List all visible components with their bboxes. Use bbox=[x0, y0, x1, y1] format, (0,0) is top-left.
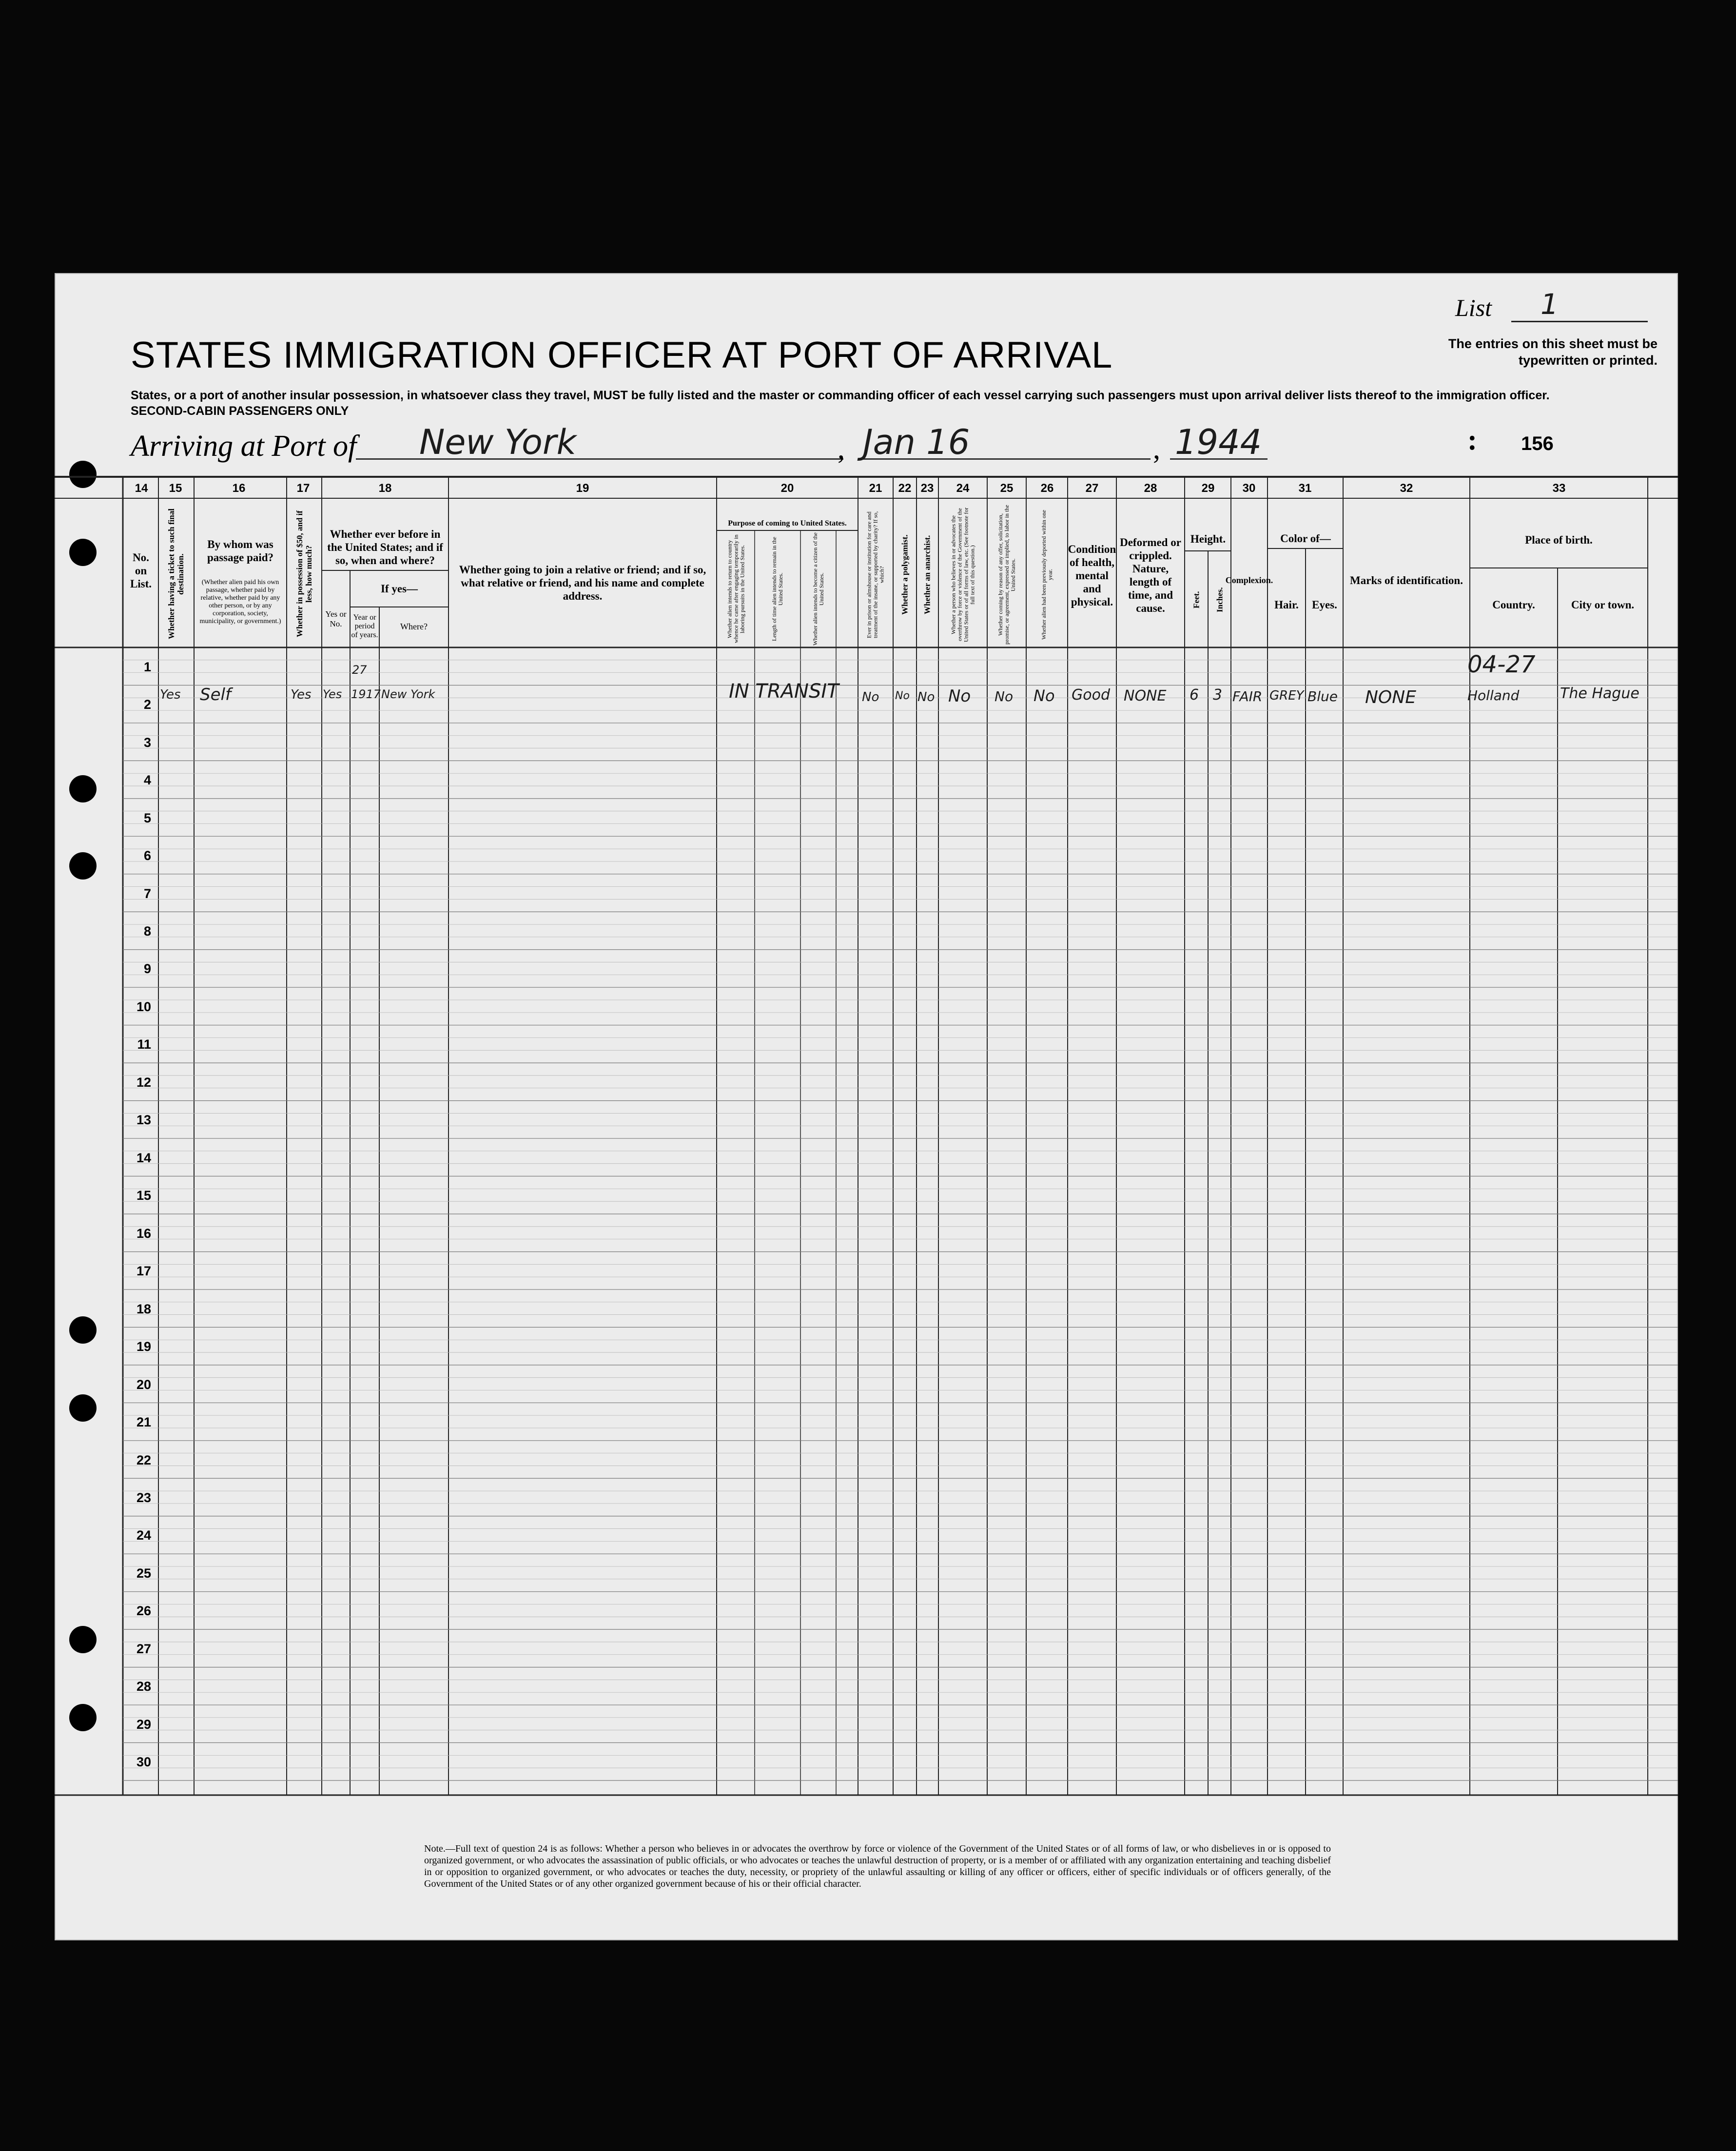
entry-where: New York bbox=[381, 687, 435, 701]
header-if-yes: If yes— bbox=[380, 583, 418, 595]
entry-deformed: NONE bbox=[1124, 687, 1167, 704]
list-label: List bbox=[1455, 294, 1492, 321]
header-height: Height. bbox=[1190, 532, 1226, 545]
header-health: Condition of health, mental and physical. bbox=[1068, 543, 1116, 608]
entry-ever-before: Yes bbox=[323, 687, 342, 701]
header-inches: Inches. bbox=[1215, 587, 1225, 612]
header-prison: Ever in prison or almshouse or institution for care and treatment of the insane, or supported by charity? If so, which? bbox=[865, 511, 885, 639]
entry-coming-reason: No bbox=[995, 688, 1014, 704]
column-number: 21 bbox=[869, 482, 882, 495]
header-purpose-length: Length of time alien intends to remain in the United States. bbox=[771, 537, 784, 641]
footnote: Note.—Full text of question 24 is as follows: Whether a person who believes in or advocates the overthrow by force or violence of the Government of the United States or of all forms of law, or who disbelieves in or is opposed to organized government, or who advocates the assassination of public officials, or who advocates or teaches the unlawful destruction of property, or is a member of or affiliated with any organization entertaining and teaching disbelief in or opposition to organized government, or who advocates or teaches the duty, necessity, or propriety of the unlawful assaulting or killing of any officer or officers, either of specific individuals or of officers generally, of the Government of the United States or of any other organized government because of his or their official character. bbox=[424, 1843, 1331, 1889]
row-number: 10 bbox=[136, 999, 151, 1014]
row-number: 14 bbox=[136, 1150, 151, 1165]
row-number: 26 bbox=[136, 1603, 151, 1619]
separator: , bbox=[838, 432, 845, 465]
entry-passage: Self bbox=[200, 685, 231, 704]
row-lines bbox=[123, 660, 1678, 1780]
column-number: 29 bbox=[1201, 482, 1215, 495]
entry-deported: No bbox=[1034, 686, 1055, 705]
header-purpose: Purpose of coming to United States. bbox=[728, 519, 847, 528]
row-number: 7 bbox=[143, 886, 151, 901]
entry-overthrow: No bbox=[948, 686, 971, 706]
row-number: 24 bbox=[136, 1528, 151, 1543]
header-passage: By whom was passage paid? bbox=[207, 538, 274, 564]
header-anarchist: Whether an anarchist. bbox=[922, 535, 932, 615]
header-polygamist: Whether a polygamist. bbox=[900, 534, 910, 615]
header-coming-reason: Whether coming by reason of any offer, solicitation, promise, or agreement, expressed or implied, to labor in the United States. bbox=[997, 505, 1016, 645]
header-ever-before: Whether ever before in the United States; and if so, when and where? bbox=[327, 528, 443, 567]
entry-feet: 6 bbox=[1190, 686, 1199, 704]
port-value: New York bbox=[419, 422, 577, 462]
row-number: 16 bbox=[136, 1226, 151, 1241]
entry-anarchist: No bbox=[917, 690, 935, 704]
column-number: 19 bbox=[576, 482, 589, 495]
row-number: 8 bbox=[143, 924, 151, 939]
grid-lines bbox=[55, 477, 1678, 1795]
entry-polygamist: No bbox=[895, 690, 910, 702]
row-number: 18 bbox=[136, 1301, 151, 1316]
row-number: 23 bbox=[136, 1490, 151, 1505]
header-city: City or town. bbox=[1571, 598, 1635, 611]
entry-marks: NONE bbox=[1365, 687, 1416, 707]
column-number: 31 bbox=[1298, 482, 1312, 495]
column-number: 23 bbox=[920, 482, 934, 495]
row-number: 15 bbox=[136, 1188, 151, 1203]
header-where: Where? bbox=[400, 622, 428, 631]
header-deformed: Deformed or crippled. Nature, length of time, and cause. bbox=[1120, 536, 1181, 614]
row-number: 2 bbox=[143, 697, 151, 712]
entry-purpose: IN TRANSIT bbox=[729, 680, 839, 703]
entry-year: 1917 bbox=[351, 687, 381, 701]
header-no-on-list: No. on List. bbox=[130, 551, 152, 590]
subtitle-line: SECOND-CABIN PASSENGERS ONLY bbox=[131, 404, 349, 418]
row-number: 22 bbox=[136, 1452, 151, 1467]
column-number: 16 bbox=[232, 482, 246, 495]
column-number: 17 bbox=[296, 482, 310, 495]
row-number: 1 bbox=[143, 659, 151, 674]
row-number: 17 bbox=[136, 1264, 151, 1279]
column-number: 22 bbox=[898, 482, 912, 495]
header-country: Country. bbox=[1492, 598, 1535, 611]
sheet-number: 156 bbox=[1521, 433, 1554, 454]
row-number: 28 bbox=[136, 1679, 151, 1694]
row-number: 3 bbox=[143, 735, 151, 750]
header-deported: Whether alien had been previously deported within one year. bbox=[1040, 509, 1053, 640]
entry-ticket: Yes bbox=[160, 687, 181, 702]
column-number: 18 bbox=[378, 482, 392, 495]
header-place-of-birth: Place of birth. bbox=[1525, 534, 1593, 546]
entry-inches: 3 bbox=[1213, 686, 1223, 704]
arriving-label: Arriving at Port of bbox=[131, 430, 357, 463]
column-number: 30 bbox=[1242, 482, 1256, 495]
entry-eyes: Blue bbox=[1307, 688, 1338, 704]
subtitle-line: States, or a port of another insular possession, in whatsoever class they travel, MUST be fully listed and the master or commanding officer of each vessel carrying such passengers must upon arrival deliver lists thereof to the immigration officer. bbox=[131, 389, 1550, 402]
entry-city: The Hague bbox=[1560, 685, 1639, 702]
header-year-period: Year or period of years. bbox=[351, 613, 378, 639]
header-color-of: Color of— bbox=[1280, 532, 1331, 545]
header-marks: Marks of identification. bbox=[1350, 574, 1463, 587]
row-number: 6 bbox=[143, 848, 151, 863]
row-number: 11 bbox=[137, 1037, 151, 1052]
row-number: 30 bbox=[136, 1755, 151, 1770]
entry-birth-annotation: 04-27 bbox=[1467, 651, 1536, 678]
header-yes-no: Yes or No. bbox=[325, 609, 347, 628]
entry-prison: No bbox=[862, 690, 879, 704]
column-number: 24 bbox=[956, 482, 970, 495]
row-number: 4 bbox=[143, 773, 151, 788]
column-number: 33 bbox=[1552, 482, 1566, 495]
row-number: 25 bbox=[136, 1565, 151, 1581]
header-complexion: Complexion. bbox=[1225, 575, 1273, 585]
header-joining: Whether going to join a relative or friend; and if so, what relative or friend, and his name and complete address. bbox=[459, 563, 706, 602]
column-number: 32 bbox=[1400, 482, 1413, 495]
header-possession: Whether in possession of $50, and if less, how much? bbox=[295, 510, 313, 638]
separator: , bbox=[1153, 432, 1160, 465]
column-number: 20 bbox=[780, 482, 794, 495]
entry-year-top: 27 bbox=[352, 663, 367, 677]
column-number: 26 bbox=[1040, 482, 1054, 495]
column-number: 25 bbox=[1000, 482, 1014, 495]
date-value: Jan 16 bbox=[863, 422, 970, 462]
header-feet: Feet. bbox=[1191, 591, 1201, 608]
row-number: 12 bbox=[136, 1075, 151, 1090]
column-number: 14 bbox=[135, 482, 148, 495]
row-number: 20 bbox=[136, 1377, 151, 1392]
entry-health: Good bbox=[1072, 686, 1110, 704]
column-number: 15 bbox=[169, 482, 182, 495]
header-eyes: Eyes. bbox=[1312, 598, 1337, 611]
header-overthrow: Whether a person who believes in or advocates the overthrow by force or violence of the Government of the United States or of all forms of law, etc. (See footnote for full text of this question.) bbox=[950, 507, 976, 643]
column-number: 28 bbox=[1144, 482, 1157, 495]
row-number: 5 bbox=[143, 810, 151, 825]
header-hair: Hair. bbox=[1274, 598, 1299, 611]
entry-country: Holland bbox=[1467, 687, 1520, 704]
row-number: 29 bbox=[136, 1717, 151, 1732]
form-title: STATES IMMIGRATION OFFICER AT PORT OF ARRIVAL bbox=[131, 334, 1113, 376]
row-number: 21 bbox=[136, 1415, 151, 1430]
row-number: 27 bbox=[136, 1641, 151, 1656]
row-number: 13 bbox=[136, 1113, 151, 1128]
header-passage-detail: (Whether alien paid his own passage, whether paid by relative, whether paid by any other person, or by any corporation, society, municipality, or government.) bbox=[199, 579, 281, 625]
row-number: 9 bbox=[143, 961, 151, 977]
colon-mark: : bbox=[1467, 424, 1477, 456]
year-value: 1944 bbox=[1175, 422, 1262, 462]
column-number: 27 bbox=[1085, 482, 1099, 495]
entry-possession: Yes bbox=[291, 687, 312, 702]
entry-hair: GREY bbox=[1269, 688, 1304, 703]
list-number: 1 bbox=[1511, 288, 1648, 322]
header-purpose-return: Whether alien intends to return to country whence he came after engaging temporarily in laboring pursuits in the United States. bbox=[726, 534, 746, 644]
entries-note: The entries on this sheet must be typewritten or printed. bbox=[1448, 336, 1658, 368]
header-ticket: Whether having a ticket to such final destination. bbox=[167, 508, 185, 640]
entry-complexion: FAIR bbox=[1232, 688, 1263, 704]
header-purpose-citizen: Whether alien intends to become a citizen of the United States. bbox=[812, 532, 825, 645]
row-number: 19 bbox=[136, 1339, 151, 1354]
